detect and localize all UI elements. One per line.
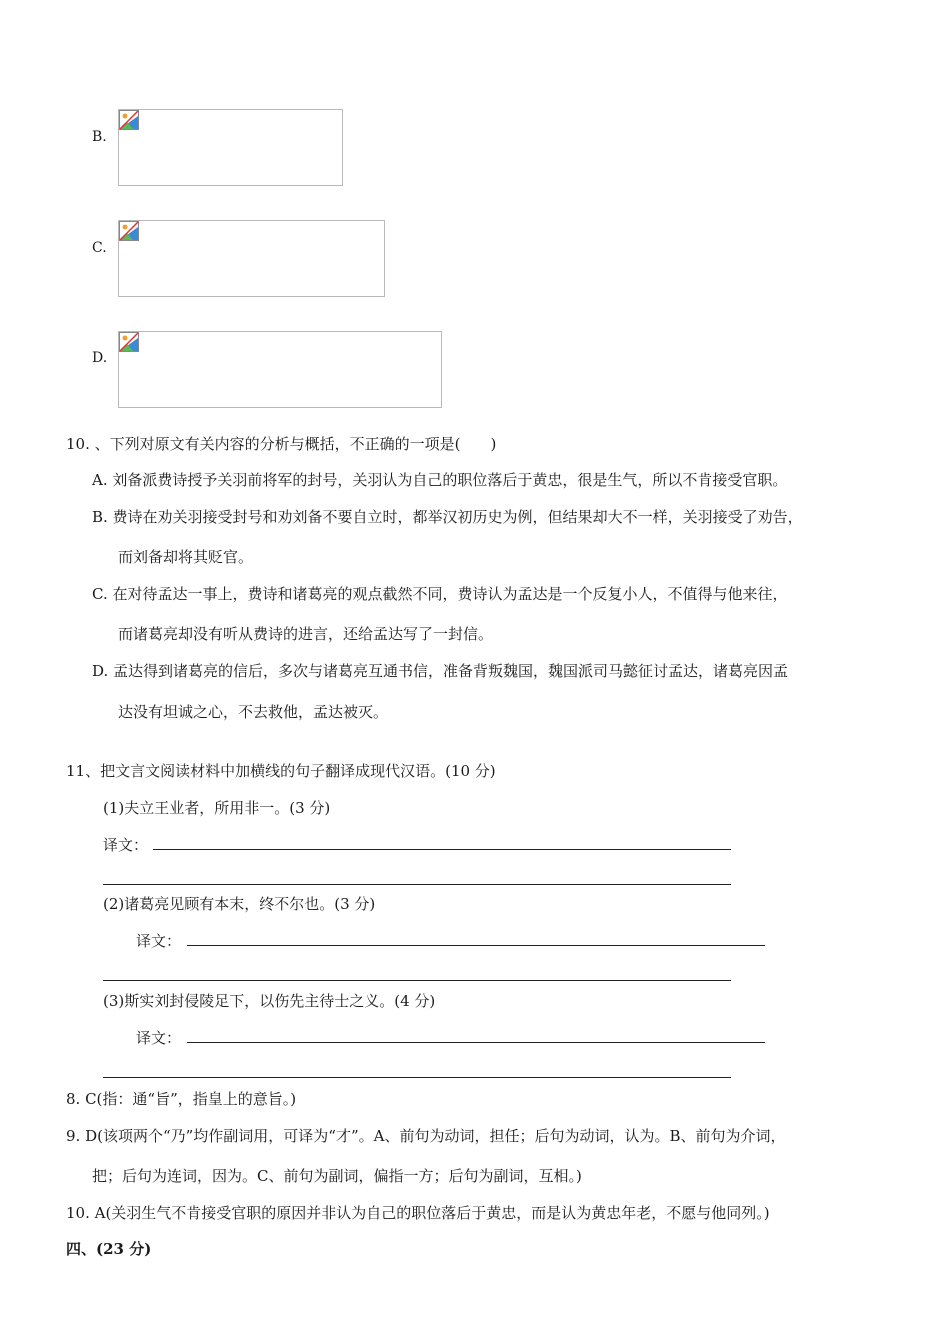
q10-option-b-line2: 而刘备却将其贬官。 bbox=[118, 548, 254, 566]
q11-stem: 11、把文言文阅读材料中加横线的句子翻译成现代汉语。(10 分) bbox=[66, 762, 496, 780]
answer-line bbox=[103, 1077, 731, 1078]
q10-option-b-line1: B. 费诗在劝关羽接受封号和劝刘备不要自立时，都举汉初历史为例，但结果却大不一样，关羽接受了劝告， bbox=[92, 508, 803, 526]
answer-line bbox=[153, 849, 731, 850]
option-d-image bbox=[118, 331, 442, 408]
answer-line bbox=[103, 884, 731, 885]
section-heading: 四、(23 分) bbox=[66, 1240, 152, 1258]
answer-10: 10. A(关羽生气不肯接受官职的原因并非认为自己的职位落后于黄忠，而是认为黄忠年老，不愿与他同列。) bbox=[66, 1204, 770, 1222]
answer-line bbox=[187, 1042, 765, 1043]
broken-image-icon bbox=[119, 110, 139, 130]
option-d-letter: D. bbox=[92, 350, 108, 366]
q11-translation-label-1: 译文： bbox=[103, 836, 149, 854]
broken-image-icon bbox=[119, 332, 139, 352]
answer-9-line1: 9. D(该项两个“乃”均作副词用，可译为“才”。A、前句为动词，担任；后句为动词，认为。B、前句为介词， bbox=[66, 1127, 786, 1145]
q11-translation-label-3: 译文： bbox=[136, 1029, 182, 1047]
q11-sentence-1: (1)夫立王业者，所用非一。(3 分) bbox=[103, 799, 331, 817]
q10-option-d-line2: 达没有坦诚之心，不去救他，孟达被灭。 bbox=[118, 703, 389, 721]
q10-stem: 10. 、下列对原文有关内容的分析与概括，不正确的一项是( ) bbox=[66, 435, 497, 453]
q10-option-c-line2: 而诸葛亮却没有听从费诗的进言，还给孟达写了一封信。 bbox=[118, 625, 494, 643]
option-c-image bbox=[118, 220, 385, 297]
answer-line bbox=[103, 980, 731, 981]
q10-option-d-line1: D. 孟达得到诸葛亮的信后，多次与诸葛亮互通书信，准备背叛魏国，魏国派司马懿征讨孟达，诸葛亮因孟 bbox=[92, 662, 789, 680]
q10-option-c-line1: C. 在对待孟达一事上，费诗和诸葛亮的观点截然不同，费诗认为孟达是一个反复小人，不值得与他来往， bbox=[92, 585, 788, 603]
option-b-letter: B. bbox=[92, 129, 107, 145]
option-b-image bbox=[118, 109, 343, 186]
q11-sentence-3: (3)斯实刘封侵陵足下，以伤先主待士之义。(4 分) bbox=[103, 992, 436, 1010]
answer-8: 8. C(指：通“旨”，指皇上的意旨。) bbox=[66, 1090, 297, 1108]
q10-option-a: A. 刘备派费诗授予关羽前将军的封号，关羽认为自己的职位落后于黄忠，很是生气，所以不肯接受官职。 bbox=[92, 471, 788, 489]
broken-image-icon bbox=[119, 221, 139, 241]
option-c-letter: C. bbox=[92, 240, 107, 256]
answer-9-line2: 把；后句为连词，因为。C、前句为副词，偏指一方；后句为副词，互相。) bbox=[92, 1167, 582, 1185]
answer-line bbox=[187, 945, 765, 946]
q11-sentence-2: (2)诸葛亮见顾有本末，终不尔也。(3 分) bbox=[103, 895, 376, 913]
q11-translation-label-2: 译文： bbox=[136, 932, 182, 950]
